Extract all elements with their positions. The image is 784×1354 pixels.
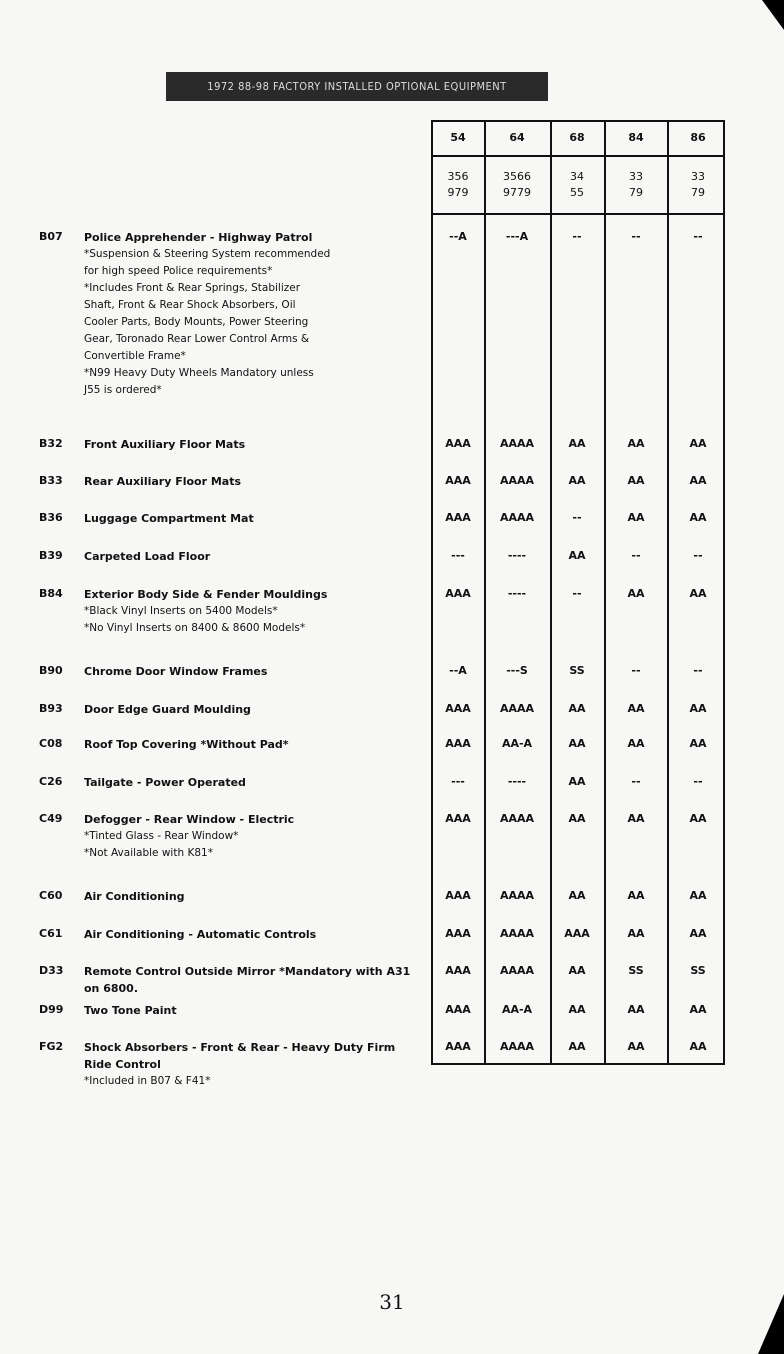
availability-cell: AA <box>689 511 707 524</box>
option-description <box>84 888 419 905</box>
availability-cell: --- <box>451 549 465 562</box>
column-header-code: 86 <box>690 131 706 144</box>
availability-cell: AAA <box>445 587 471 600</box>
availability-cell: ---A <box>505 230 529 243</box>
availability-cell: AA <box>627 437 645 450</box>
option-description <box>84 510 419 527</box>
option-note: *Included in B07 & F41* <box>84 1075 211 1087</box>
scan-corner-top-right <box>762 0 784 30</box>
column-header-sub: 33 <box>691 170 705 183</box>
option-note: J55 is ordered* <box>84 384 162 396</box>
option-code: B36 <box>39 511 63 524</box>
availability-cell: SS <box>569 664 585 677</box>
availability-cell: AA <box>627 812 645 825</box>
availability-cell: -- <box>631 775 641 788</box>
option-title: Exterior Body Side & Fender Mouldings <box>84 588 328 601</box>
column-header-code: 54 <box>450 131 466 144</box>
availability-cell: AAAA <box>499 964 535 977</box>
availability-cell: AA-A <box>501 1003 533 1016</box>
option-note: *Tinted Glass - Rear Window* <box>84 830 239 842</box>
column-divider <box>667 120 669 1065</box>
option-title: Shock Absorbers - Front & Rear - Heavy Duty Firm Ride Control <box>84 1041 396 1071</box>
availability-cell: AAA <box>445 927 471 940</box>
column-header-sub: 356 <box>447 170 469 183</box>
availability-cell: AA <box>689 587 707 600</box>
availability-cell: AA <box>689 702 707 715</box>
availability-cell: AA <box>627 889 645 902</box>
column-header-code: 64 <box>509 131 525 144</box>
option-code: B33 <box>39 474 63 487</box>
availability-cell: AAA <box>445 437 471 450</box>
availability-cell: AA <box>568 812 586 825</box>
availability-cell: AA <box>568 1040 586 1053</box>
availability-cell: -- <box>693 549 703 562</box>
option-note: Cooler Parts, Body Mounts, Power Steering <box>84 316 309 328</box>
availability-cell: AAA <box>445 474 471 487</box>
option-description <box>84 811 419 862</box>
option-title: Defogger - Rear Window - Electric <box>84 813 295 826</box>
column-divider <box>604 120 606 1065</box>
option-code: D33 <box>39 964 64 977</box>
availability-cell: AA <box>568 1003 586 1016</box>
option-code: B93 <box>39 702 63 715</box>
availability-cell: AAA <box>445 1040 471 1053</box>
option-note: *Black Vinyl Inserts on 5400 Models* <box>84 605 278 617</box>
option-title: Air Conditioning <box>84 890 185 903</box>
availability-cell: AA <box>568 964 586 977</box>
option-title: Luggage Compartment Mat <box>84 512 254 525</box>
availability-cell: ---- <box>507 587 527 600</box>
availability-cell: AA <box>689 737 707 750</box>
availability-cell: AA <box>568 549 586 562</box>
availability-cell: AAA <box>564 927 590 940</box>
column-header-code: 84 <box>628 131 644 144</box>
availability-cell: AAAA <box>499 474 535 487</box>
page-number: 31 <box>379 1290 405 1314</box>
availability-cell: --- <box>451 775 465 788</box>
option-code: C08 <box>39 737 63 750</box>
option-code: B39 <box>39 549 63 562</box>
column-header-sub: 9779 <box>503 186 531 199</box>
availability-cell: AA <box>627 737 645 750</box>
availability-cell: -- <box>631 549 641 562</box>
availability-cell: AA <box>568 437 586 450</box>
availability-cell: AAAA <box>499 437 535 450</box>
availability-cell: --A <box>449 230 467 243</box>
availability-cell: AA <box>627 1003 645 1016</box>
availability-cell: SS <box>690 964 706 977</box>
availability-cell: AA <box>568 889 586 902</box>
availability-cell: -- <box>572 230 582 243</box>
option-code: C60 <box>39 889 63 902</box>
availability-cell: AAA <box>445 511 471 524</box>
option-title: Roof Top Covering *Without Pad* <box>84 738 289 751</box>
option-note: for high speed Police requirements* <box>84 265 273 277</box>
availability-cell: AA <box>568 702 586 715</box>
option-code: C61 <box>39 927 63 940</box>
option-description <box>84 586 419 637</box>
availability-cell: AA <box>627 927 645 940</box>
option-code: B32 <box>39 437 63 450</box>
option-code: D99 <box>39 1003 64 1016</box>
option-note: Gear, Toronado Rear Lower Control Arms & <box>84 333 310 345</box>
column-header-sub: 33 <box>629 170 643 183</box>
availability-cell: AAAA <box>499 511 535 524</box>
column-header-sub: 979 <box>447 186 469 199</box>
header-row-divider <box>431 213 725 215</box>
column-header-sub: 34 <box>570 170 584 183</box>
availability-cell: AAA <box>445 1003 471 1016</box>
option-description <box>84 774 419 791</box>
availability-cell: AAAA <box>499 927 535 940</box>
option-description <box>84 701 419 718</box>
availability-cell: SS <box>628 964 644 977</box>
availability-cell: AA <box>689 1040 707 1053</box>
availability-cell: AA <box>568 474 586 487</box>
option-note: *Suspension & Steering System recommended <box>84 248 331 260</box>
option-description <box>84 736 419 753</box>
option-description <box>84 473 419 490</box>
availability-cell: AAAA <box>499 889 535 902</box>
option-title: Tailgate - Power Operated <box>84 776 246 789</box>
availability-cell: AA <box>568 737 586 750</box>
availability-cell: AA <box>689 437 707 450</box>
option-code: C49 <box>39 812 63 825</box>
option-title: Front Auxiliary Floor Mats <box>84 438 246 451</box>
availability-cell: -- <box>631 230 641 243</box>
column-header-sub: 79 <box>691 186 705 199</box>
option-note: Shaft, Front & Rear Shock Absorbers, Oil <box>84 299 296 311</box>
availability-cell: AA <box>627 702 645 715</box>
option-note: *Includes Front & Rear Springs, Stabilizer <box>84 282 301 294</box>
option-description <box>84 926 419 943</box>
option-description <box>84 436 419 453</box>
availability-cell: AA <box>627 587 645 600</box>
availability-cell: AAAA <box>499 812 535 825</box>
availability-cell: --A <box>449 664 467 677</box>
option-code: B90 <box>39 664 63 677</box>
availability-cell: ---- <box>507 549 527 562</box>
option-title: Door Edge Guard Moulding <box>84 703 251 716</box>
header-row-divider <box>431 155 725 157</box>
option-description <box>84 963 419 997</box>
column-header-code: 68 <box>569 131 585 144</box>
availability-cell: AA <box>689 1003 707 1016</box>
option-description <box>84 1039 419 1090</box>
option-description <box>84 1002 419 1019</box>
option-note: Convertible Frame* <box>84 350 186 362</box>
availability-cell: -- <box>693 230 703 243</box>
availability-cell: AA <box>689 474 707 487</box>
option-code: FG2 <box>39 1040 64 1053</box>
option-note: *No Vinyl Inserts on 8400 & 8600 Models* <box>84 622 306 634</box>
availability-cell: -- <box>693 775 703 788</box>
option-note: *Not Available with K81* <box>84 847 213 859</box>
page-header: 1972 88-98 FACTORY INSTALLED OPTIONAL EQUIPMENT <box>166 72 548 101</box>
availability-cell: ---S <box>506 664 528 677</box>
availability-cell: AAAA <box>499 1040 535 1053</box>
availability-cell: AA <box>627 474 645 487</box>
column-header-sub: 55 <box>570 186 584 199</box>
availability-cell: AAA <box>445 964 471 977</box>
option-description <box>84 663 419 680</box>
availability-cell: ---- <box>507 775 527 788</box>
availability-cell: AAA <box>445 889 471 902</box>
option-title: Police Apprehender - Highway Patrol <box>84 231 313 244</box>
availability-cell: AA <box>689 927 707 940</box>
availability-cell: AA-A <box>501 737 533 750</box>
option-title: Rear Auxiliary Floor Mats <box>84 475 242 488</box>
option-title: Remote Control Outside Mirror *Mandatory with A31 on 6800. <box>84 965 411 995</box>
availability-cell: AA <box>568 775 586 788</box>
option-title: Chrome Door Window Frames <box>84 665 268 678</box>
option-code: B84 <box>39 587 63 600</box>
option-description <box>84 548 419 565</box>
option-code: C26 <box>39 775 63 788</box>
availability-cell: AAA <box>445 702 471 715</box>
availability-cell: AA <box>627 1040 645 1053</box>
option-title: Air Conditioning - Automatic Controls <box>84 928 317 941</box>
availability-cell: -- <box>572 587 582 600</box>
option-title: Two Tone Paint <box>84 1004 177 1017</box>
availability-cell: AAA <box>445 737 471 750</box>
availability-cell: -- <box>631 664 641 677</box>
option-code: B07 <box>39 230 63 243</box>
availability-cell: -- <box>572 511 582 524</box>
option-title: Carpeted Load Floor <box>84 550 211 563</box>
availability-cell: AA <box>689 812 707 825</box>
column-header-sub: 79 <box>629 186 643 199</box>
availability-cell: AAA <box>445 812 471 825</box>
option-description <box>84 229 419 399</box>
availability-cell: -- <box>693 664 703 677</box>
column-header-sub: 3566 <box>503 170 531 183</box>
option-note: *N99 Heavy Duty Wheels Mandatory unless <box>84 367 314 379</box>
availability-cell: AA <box>627 511 645 524</box>
availability-cell: AA <box>689 889 707 902</box>
availability-cell: AAAA <box>499 702 535 715</box>
